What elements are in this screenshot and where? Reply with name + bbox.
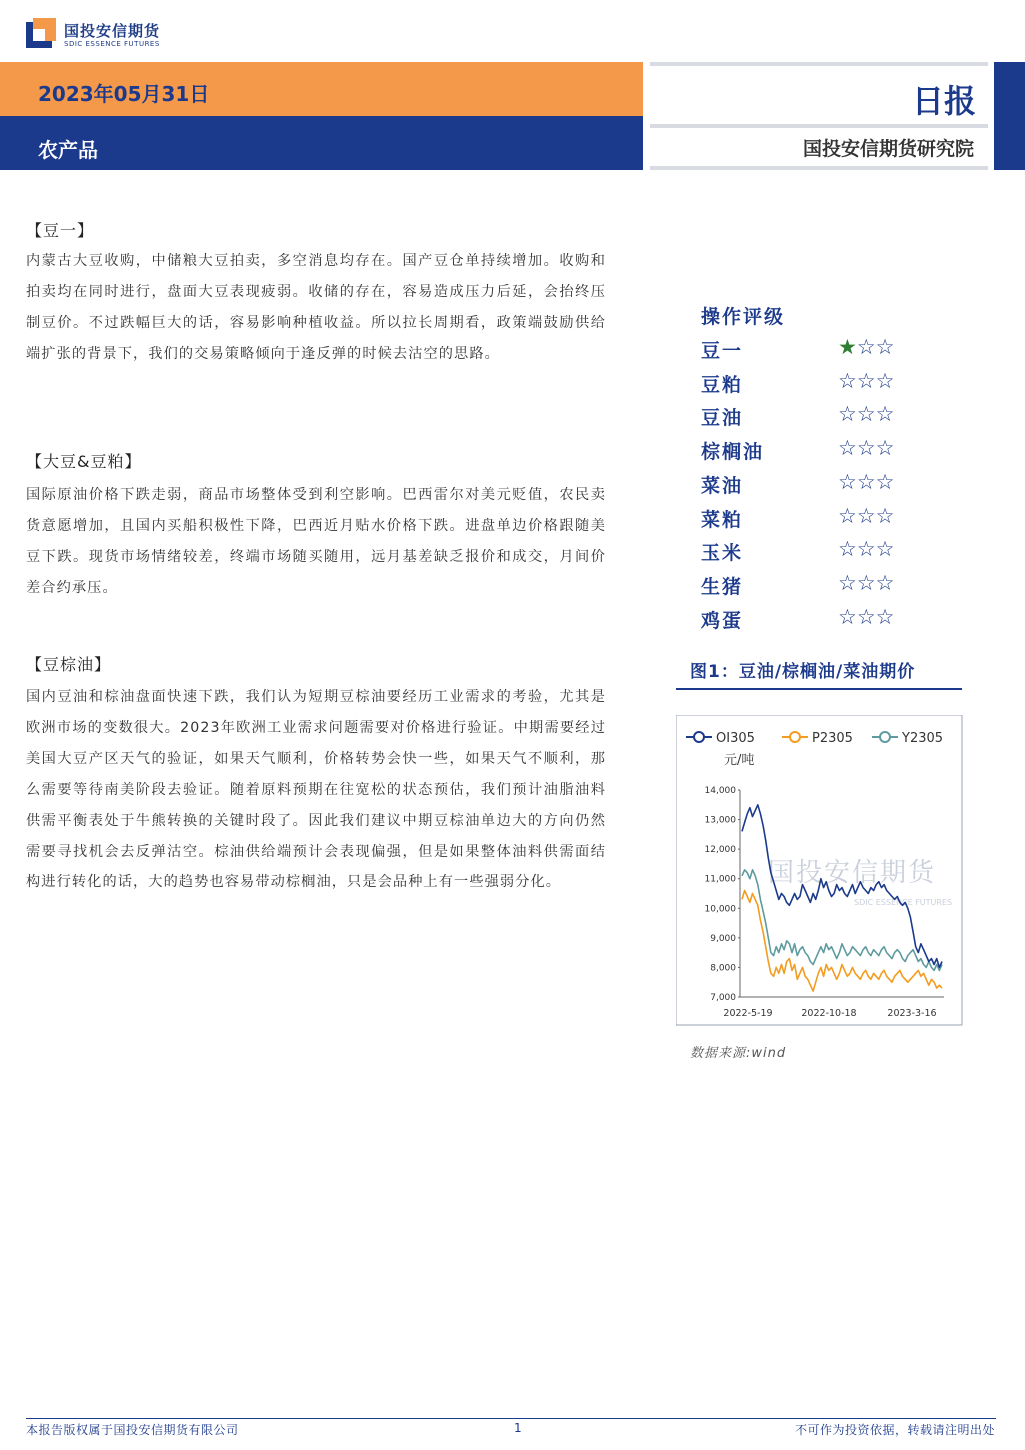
y-tick-label: 9,000 <box>710 933 736 944</box>
rating-commodity: 豆油 <box>701 407 744 430</box>
star-empty-icon: ☆ <box>875 402 895 427</box>
star-empty-icon: ☆ <box>838 469 857 494</box>
legend-marker <box>880 732 890 742</box>
star-empty-icon: ☆ <box>856 402 876 427</box>
report-section: 农产品 <box>38 138 98 162</box>
section-title: 【豆一】 <box>26 221 95 240</box>
footer-disclaimer: 不可作为投资依据，转载请注明出处 <box>794 1423 995 1437</box>
footer-rule <box>26 1418 996 1419</box>
star-empty-icon: ☆ <box>856 368 876 393</box>
x-tick-label: 2022-5-19 <box>723 1008 773 1019</box>
data-source: 数据来源:wind <box>690 1046 787 1061</box>
rating-row <box>701 538 941 568</box>
star-empty-icon: ☆ <box>838 436 857 461</box>
star-rating <box>838 335 894 359</box>
star-rating <box>838 436 894 460</box>
legend-marker <box>694 732 704 742</box>
rating-row <box>701 572 941 602</box>
price-chart <box>676 715 966 1030</box>
chart-watermark: 国投安信期货 <box>768 858 937 888</box>
rating-row <box>701 437 941 467</box>
x-tick-label: 2023-3-16 <box>887 1008 937 1019</box>
star-empty-icon: ☆ <box>856 604 876 629</box>
section-title: 【大豆&豆粕】 <box>26 452 142 471</box>
y-axis-unit: 元/吨 <box>724 753 755 768</box>
star-empty-icon: ☆ <box>838 368 857 393</box>
star-rating <box>838 470 894 494</box>
figure-rule <box>676 688 962 690</box>
star-empty-icon: ☆ <box>838 570 857 595</box>
y-tick-label: 13,000 <box>704 815 736 826</box>
rating-row <box>701 403 941 433</box>
logo-mark-icon <box>26 18 56 48</box>
rating-commodity: 生猪 <box>701 575 744 598</box>
star-rating <box>838 504 894 528</box>
star-empty-icon: ☆ <box>875 335 895 359</box>
section-body: 内蒙古大豆收购，中储粮大豆拍卖，多空消息均存在。国产豆仓单持续增加。收购和拍卖均在同时进行，盘面大豆表现疲弱。收储的存在，容易造成压力后延，会抬终压制豆价。不过跌幅巨大的话，容易影响种植收益。所以拉长周期看，政策端鼓励供给端扩张的背景下，我们的交易策略倾向于逢反弹的时候去沽空的思路。 <box>26 253 606 362</box>
rating-commodity: 菜粕 <box>701 508 744 531</box>
star-empty-icon: ☆ <box>875 570 895 595</box>
report-type: 日报 <box>911 82 976 120</box>
star-empty-icon: ☆ <box>838 604 857 629</box>
star-empty-icon: ☆ <box>856 503 876 528</box>
y-tick-label: 8,000 <box>710 963 736 974</box>
rating-row <box>701 606 941 636</box>
rating-commodity: 鸡蛋 <box>701 609 744 632</box>
header-rule <box>650 166 988 170</box>
rating-commodity: 豆一 <box>701 340 744 362</box>
institute-name: 国投安信期货研究院 <box>802 138 974 160</box>
star-empty-icon: ☆ <box>856 436 876 461</box>
report-date: 2023年05月31日 <box>38 82 210 106</box>
star-empty-icon: ☆ <box>838 402 857 427</box>
rating-commodity: 玉米 <box>701 542 744 565</box>
legend-label: P2305 <box>812 731 853 746</box>
header-rule <box>650 62 988 66</box>
star-empty-icon: ☆ <box>838 537 857 562</box>
footer-copyright: 本报告版权属于国投安信期货有限公司 <box>26 1423 239 1437</box>
star-empty-icon: ☆ <box>875 368 895 393</box>
legend-marker <box>790 732 800 742</box>
star-empty-icon: ☆ <box>875 537 895 562</box>
rating-row <box>701 336 941 366</box>
y-tick-label: 12,000 <box>704 845 736 856</box>
report-type-header <box>650 62 988 170</box>
rating-title: 操作评级 <box>701 306 786 328</box>
rating-row <box>701 505 941 535</box>
star-empty-icon: ☆ <box>875 436 895 461</box>
star-empty-icon: ☆ <box>838 503 857 528</box>
star-rating <box>838 537 894 561</box>
section-title: 【豆棕油】 <box>26 655 112 674</box>
star-empty-icon: ☆ <box>856 537 876 562</box>
rating-row <box>701 471 941 501</box>
star-empty-icon: ☆ <box>856 335 876 359</box>
section-body: 国内豆油和棕油盘面快速下跌，我们认为短期豆棕油要经历工业需求的考验，尤其是欧洲市场的变数很大。2023年欧洲工业需求问题需要对价格进行验证。中期需要经过美国大豆产区天气的验证，如果天气顺利，价格转势会快一些，如果天气不顺利，那么需要等待南美阶段去验证。随着原料预期在往宽松的状态预估，我们预计油脂油料供需平衡表处于牛熊转换的关键时段了。因此我们建议中期豆棕油单边大的方向仍然需要寻找机会去反弹沽空。棕油供给端预计会表现偏强，但是如果整体油料供需面结构进行转化的话，大的趋势也容易带动棕榈油，只是会品种上有一些强弱分化。 <box>26 689 606 891</box>
rating-row <box>701 370 941 400</box>
star-rating <box>838 605 894 629</box>
logo-text-en: SDIC ESSENCE FUTURES <box>64 40 160 48</box>
star-empty-icon: ☆ <box>875 604 895 629</box>
y-tick-label: 11,000 <box>704 874 736 885</box>
star-rating <box>838 402 894 426</box>
legend-label: Y2305 <box>902 731 944 746</box>
rating-commodity: 豆粕 <box>701 373 744 396</box>
y-tick-label: 10,000 <box>704 904 736 915</box>
logo-text-cn: 国投安信期货 <box>64 22 161 40</box>
legend-label: OI305 <box>716 731 755 746</box>
star-rating <box>838 571 894 595</box>
star-empty-icon: ☆ <box>856 469 876 494</box>
page-number: 1 <box>514 1421 522 1435</box>
star-filled-icon: ★ <box>838 335 857 359</box>
header-tab <box>994 62 1025 170</box>
star-empty-icon: ☆ <box>875 469 895 494</box>
star-empty-icon: ☆ <box>875 503 895 528</box>
company-logo <box>26 18 166 54</box>
section-body: 国际原油价格下跌走弱，商品市场整体受到利空影响。巴西雷尔对美元贬值，农民卖货意愿增加，且国内买船积极性下降，巴西近月贴水价格下跌。进盘单边价格跟随美豆下跌。现货市场情绪较差，终端市场随买随用，远月基差缺乏报价和成交，月间价差合约承压。 <box>26 487 606 596</box>
y-tick-label: 7,000 <box>710 993 736 1003</box>
chart-watermark-en: SDIC ESSENCE FUTURES <box>854 898 953 907</box>
y-tick-label: 14,000 <box>704 786 736 796</box>
header-rule <box>650 124 988 128</box>
figure-title: 图1：豆油/棕榈油/菜油期价 <box>690 662 916 682</box>
rating-commodity: 棕榈油 <box>701 441 765 464</box>
star-rating <box>838 369 894 393</box>
x-tick-label: 2022-10-18 <box>801 1008 857 1019</box>
star-empty-icon: ☆ <box>856 570 876 595</box>
rating-commodity: 菜油 <box>701 474 744 497</box>
